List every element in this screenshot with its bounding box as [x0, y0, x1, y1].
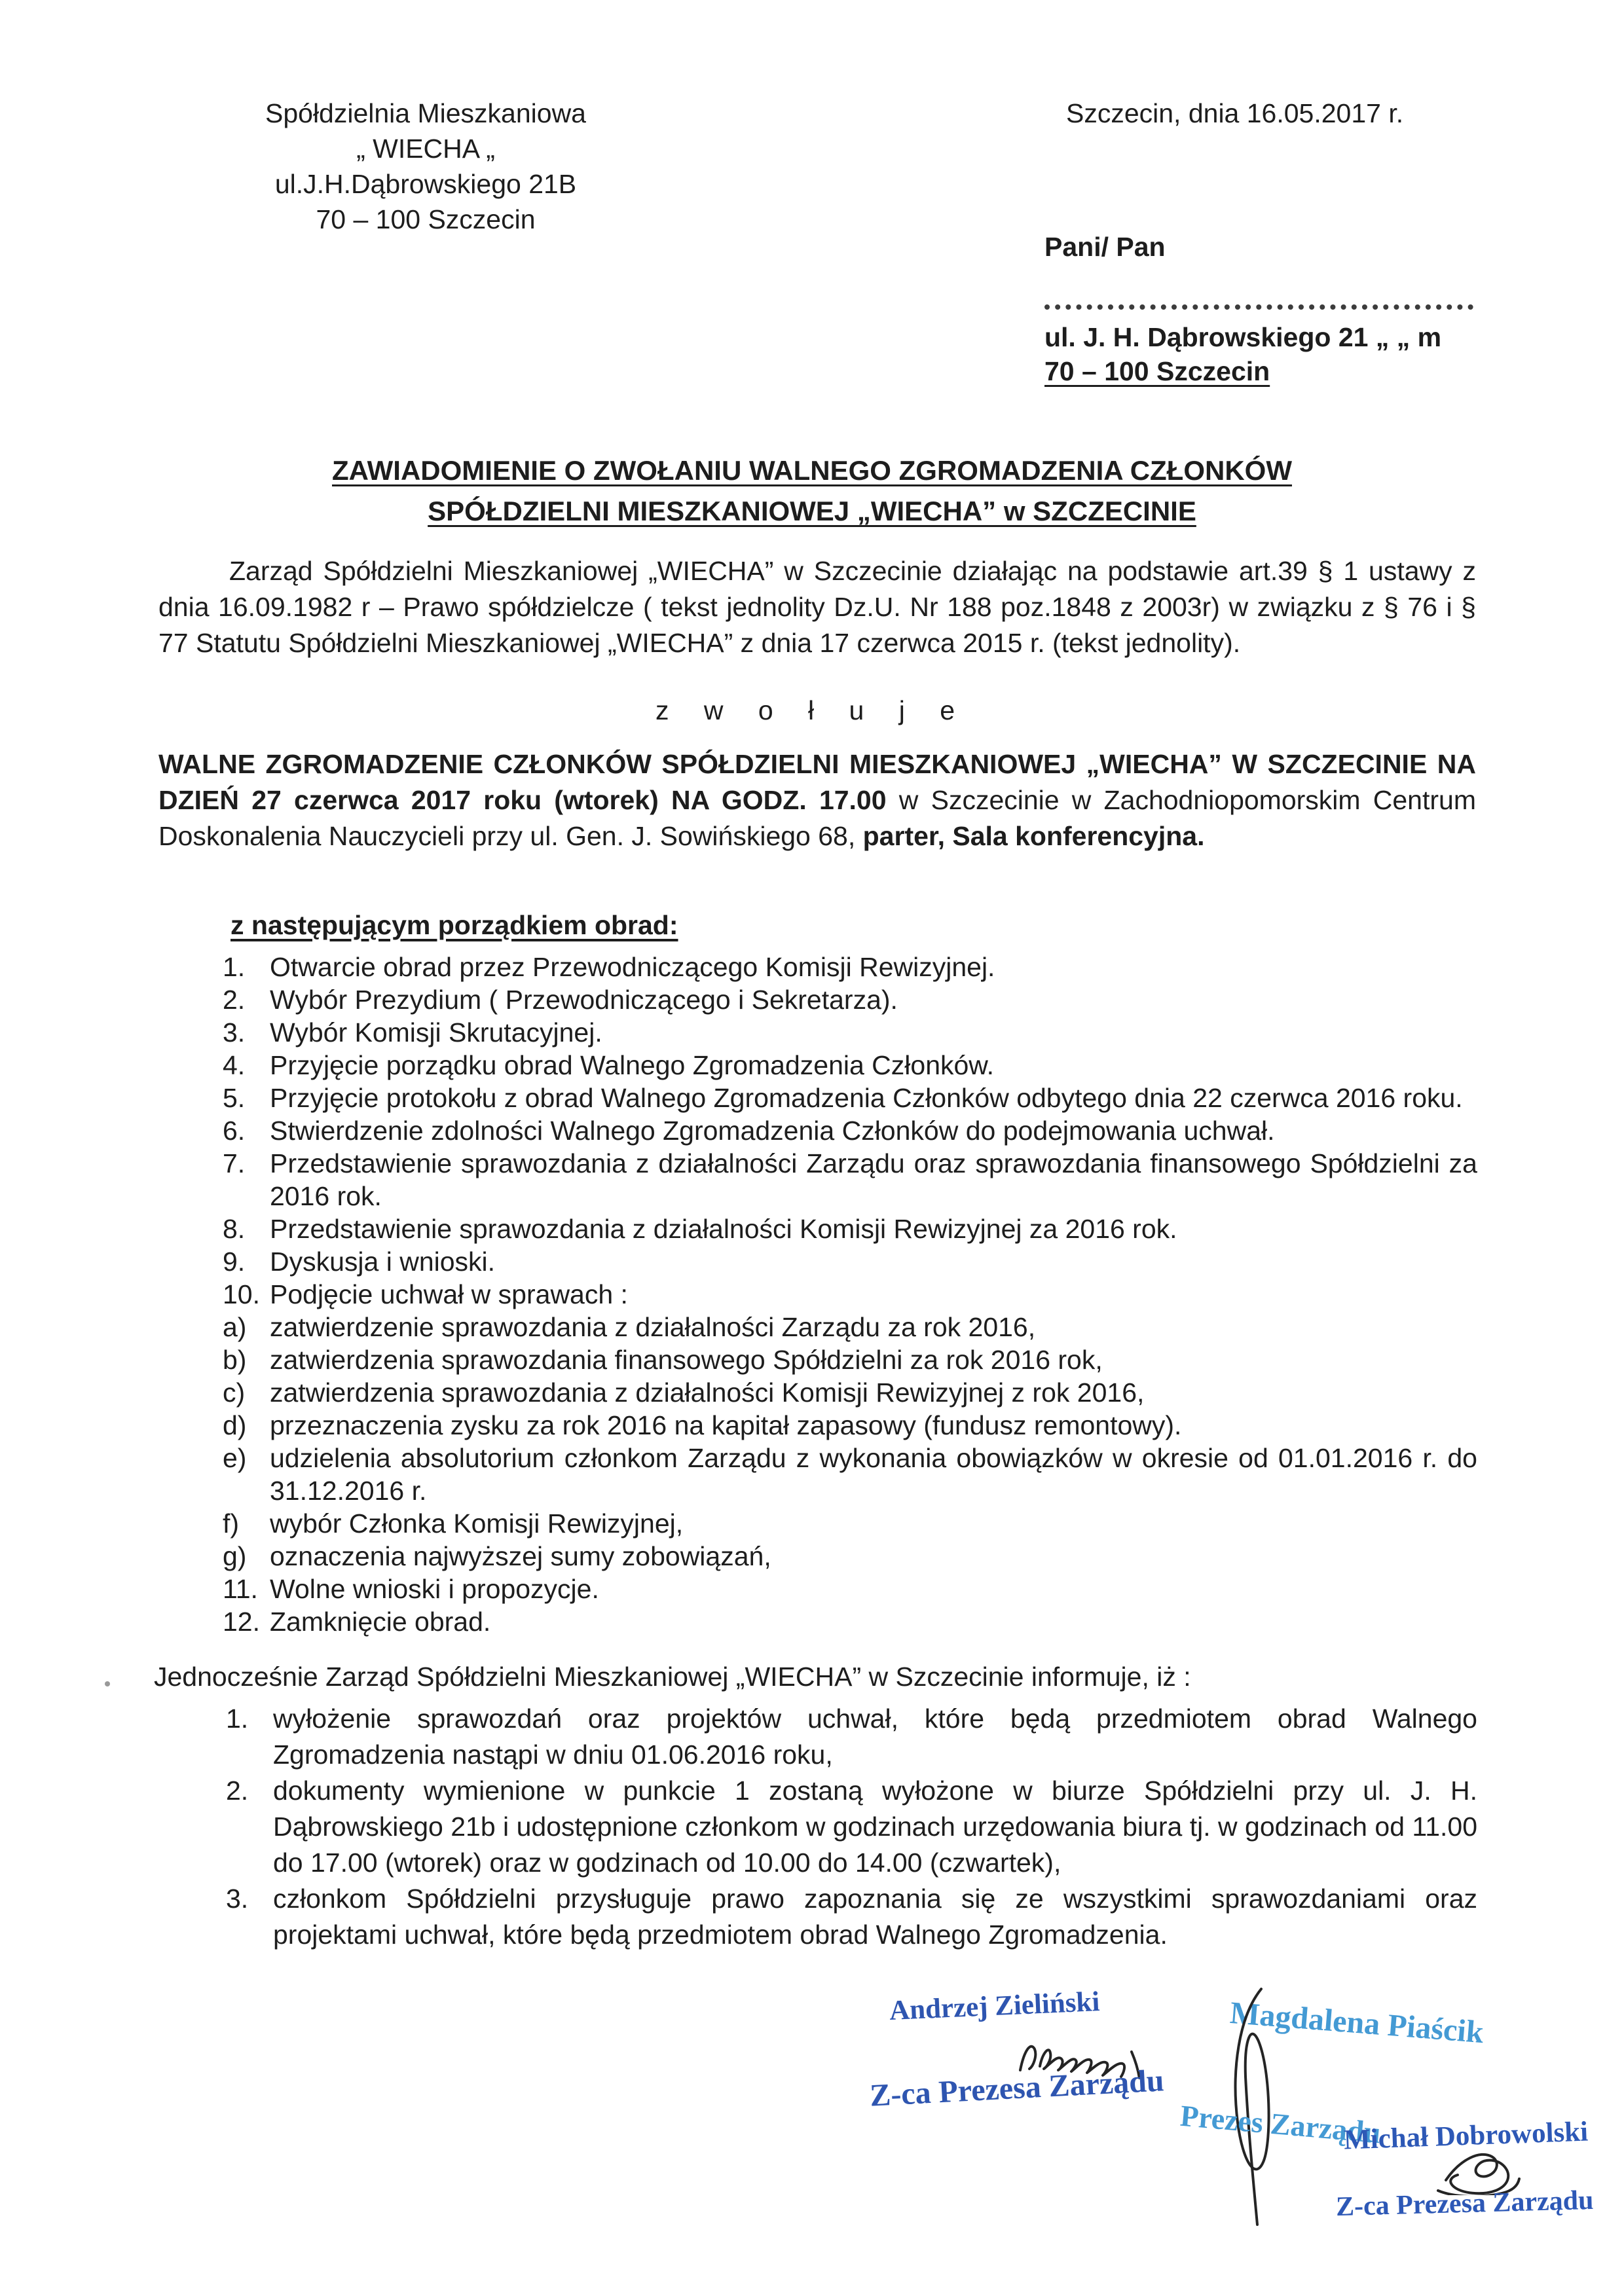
agenda-heading: z następującym porządkiem obrad: [231, 910, 678, 940]
agenda-item: 12. Zamknięcie obrad. [223, 1607, 491, 1637]
title-line-1: ZAWIADOMIENIE O ZWOŁANIU WALNEGO ZGROMADZENIA CZŁONKÓW [332, 455, 1292, 486]
agenda-item: 10. Podjęcie uchwał w sprawach : [223, 1279, 628, 1309]
agenda-item: 3. Wybór Komisji Skrutacyjnej. [223, 1017, 602, 1048]
info-item: 3. członkom Spółdzielni przysługuje prawo zapoznania się ze wszystkimi sprawozdaniami oraz projektami uchwał, które będą przedmiotem obrad Walnego Zgromadzenia. [226, 1884, 1477, 1950]
agenda-subitem: d) przeznaczenia zysku za rok 2016 na kapitał zapasowy (fundusz remontowy). [223, 1410, 1182, 1440]
agenda-item: 5. Przyjęcie protokołu z obrad Walnego Zgromadzenia Członków odbytego dnia 22 czerwca 2016 roku. [223, 1083, 1463, 1113]
agenda-subitem: f) wybór Członka Komisji Rewizyjnej, [223, 1508, 684, 1539]
document-title [157, 450, 1467, 532]
dotted-fill-line [1044, 299, 1473, 310]
agenda-subitem: b) zatwierdzenia sprawozdania finansowego Spółdzielni za rok 2016 rok, [223, 1345, 1103, 1375]
recipient-salutation: Pani/ Pan [1044, 232, 1166, 262]
stamp-title-left: Z-ca Prezesa Zarządu [868, 2063, 1165, 2113]
agenda-item: 4. Przyjęcie porządku obrad Walnego Zgromadzenia Członków. [223, 1050, 995, 1080]
sender-org-name: „ WIECHA „ [356, 134, 495, 164]
announcement-bold-tail: parter, Sala konferencyjna. [862, 821, 1205, 851]
announcement-regular: w Szczecinie w Zachodniopomorskim Centrum Doskonalenia Nauczycieli przy ul. Gen. J. Sowińskiego 68, [158, 785, 1476, 851]
recipient-street: ul. J. H. Dąbrowskiego 21 „ „ m [1044, 322, 1442, 352]
agenda-list [223, 951, 1477, 1638]
agenda-item: 9. Dyskusja i wnioski. [223, 1247, 496, 1277]
info-item: 1. wyłożenie sprawozdań oraz projektów uchwał, które będą przedmiotem obrad Walnego Zgromadzenia nastąpi w dniu 01.06.2016 roku, [226, 1704, 1477, 1770]
agenda-subitem: a) zatwierdzenie sprawozdania z działalności Zarządu za rok 2016, [223, 1312, 1036, 1342]
sender-street: ul.J.H.Dąbrowskiego 21B [274, 169, 577, 199]
info-intro: Jednocześnie Zarząd Spółdzielni Mieszkaniowej „WIECHA” w Szczecinie informuje, iż : [154, 1662, 1191, 1692]
stamp-title-middle: Prezes Zarządu [1179, 2098, 1382, 2150]
stamp-name-left: Andrzej Zieliński [889, 1986, 1101, 2026]
agenda-subitem: g) oznaczenia najwyższej sumy zobowiązań, [223, 1541, 771, 1571]
agenda-subitem: e) udzielenia absolutorium członkom Zarządu z wykonania obowiązków w okresie od 01.01.2016 r. do 31.12.2016 r. [223, 1443, 1477, 1506]
agenda-item: 1. Otwarcie obrad przez Przewodniczącego Komisji Rewizyjnej. [223, 952, 995, 982]
agenda-item: 8. Przedstawienie sprawozdania z działalności Komisji Rewizyjnej za 2016 rok. [223, 1214, 1177, 1244]
stamp-title-right: Z-ca Prezesa Zarządu [1335, 2185, 1595, 2223]
title-line-2: SPÓŁDZIELNI MIESZKANIOWEJ „WIECHA” w SZCZECINIE [428, 496, 1196, 526]
agenda-item: 2. Wybór Prezydium ( Przewodniczącego i Sekretarza). [223, 985, 898, 1015]
stamp-name-right: Michał Dobrowolski [1343, 2116, 1589, 2156]
agenda-subitem: c) zatwierdzenia sprawozdania z działalności Komisji Rewizyjnej z rok 2016, [223, 1377, 1145, 1408]
recipient-block [1044, 232, 1477, 388]
convene-word: z w o ł u j e [655, 695, 969, 725]
agenda-item: 11. Wolne wnioski i propozycje. [223, 1574, 599, 1604]
announcement-paragraph [158, 746, 1476, 854]
scan-artifact-dot [105, 1681, 110, 1686]
sender-city: 70 – 100 Szczecin [316, 204, 536, 234]
date-line: Szczecin, dnia 16.05.2017 r. [1066, 98, 1404, 128]
intro-paragraph: Zarząd Spółdzielni Mieszkaniowej „WIECHA” w Szczecinie działając na podstawie art.39 § 1 ustawy z dnia 16.09.1982 r – Prawo spółdzielcze ( tekst jednolity Dz.U. Nr 188 poz.1848 z 2003r) w związku z § 76 i § 77 Statutu Spółdzielni Mieszkaniowej „WIECHA” z dnia 17 czerwca 2015 r. (tekst jednolity). [158, 556, 1476, 658]
announcement-bold-lead: WALNE ZGROMADZENIE CZŁONKÓW SPÓŁDZIELNI MIESZKANIOWEJ „WIECHA” W SZCZECINIE NA DZIEŃ 27 czerwca 2017 roku (wtorek) NA GODZ. 17.00 [158, 749, 1476, 815]
recipient-city: 70 – 100 Szczecin [1044, 356, 1270, 386]
sender-address-block [190, 96, 661, 237]
agenda-item: 7. Przedstawienie sprawozdania z działalności Zarządu oraz sprawozdania finansowego Spółdzielni za 2016 rok. [223, 1148, 1477, 1211]
agenda-item: 6. Stwierdzenie zdolności Walnego Zgromadzenia Członków do podejmowania uchwał. [223, 1116, 1275, 1146]
info-item: 2. dokumenty wymienione w punkcie 1 zostaną wyłożone w biurze Spółdzielni przy ul. J. H. Dąbrowskiego 21b i udostępnione członkom w godzinach urzędowania biura tj. w godzinach od 11.00 do 17.00 (wtorek) oraz w godzinach od 10.00 do 14.00 (czwartek), [226, 1776, 1477, 1878]
info-list [226, 1701, 1477, 1953]
stamp-name-middle: Magdalena Piaścik [1228, 1995, 1485, 2050]
sender-org: Spółdzielnia Mieszkaniowa [265, 98, 586, 128]
